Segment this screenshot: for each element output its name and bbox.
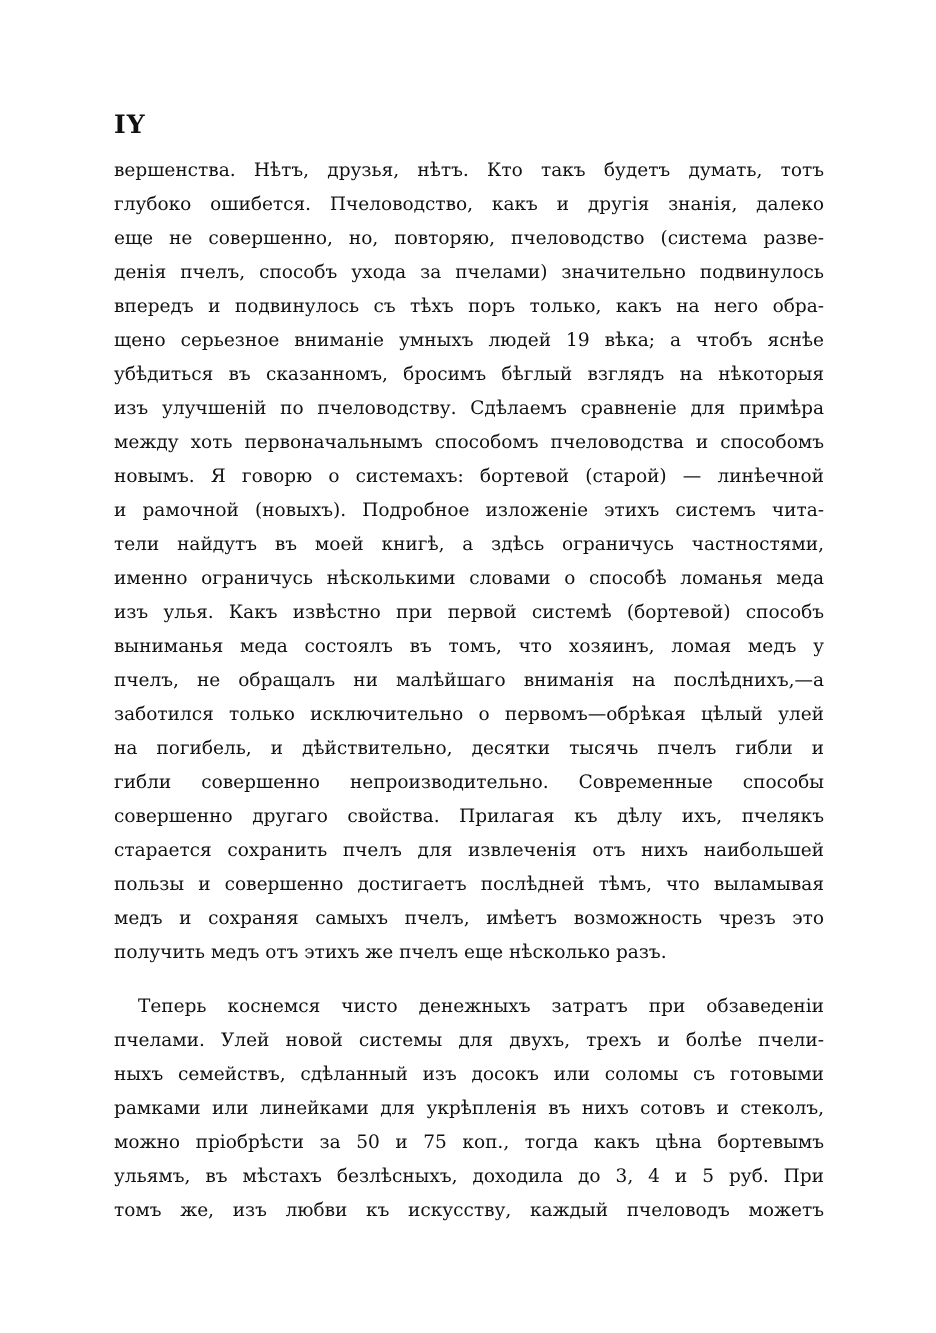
text-line: тели найдутъ въ моей книгѣ, а здѣсь ограничусь частностями, xyxy=(114,534,824,555)
text-line: пользы и совершенно достигаетъ послѣдней тѣмъ, что выламывая xyxy=(114,874,824,895)
text-line: вершенства. Нѣтъ, друзья, нѣтъ. Кто такъ будетъ думать, тотъ xyxy=(114,160,824,181)
text-line: старается сохранить пчелъ для извлеченія отъ нихъ наибольшей xyxy=(114,840,824,861)
text-line: заботился только исключительно о первомъ—обрѣкая цѣлый улей xyxy=(114,704,824,725)
text-line: убѣдиться въ сказанномъ, бросимъ бѣглый взглядъ на нѣкоторыя xyxy=(114,364,824,385)
text-line: томъ же, изъ любви къ искусству, каждый пчеловодъ можетъ xyxy=(114,1200,824,1221)
text-line: и рамочной (новыхъ). Подробное изложеніе этихъ системъ чита- xyxy=(114,500,824,521)
text-line: изъ улучшеній по пчеловодству. Сдѣлаемъ сравненіе для примѣра xyxy=(114,398,824,419)
text-line: совершенно другаго свойства. Прилагая къ дѣлу ихъ, пчелякъ xyxy=(114,806,824,827)
text-line: именно ограничусь нѣсколькими словами о способѣ ломанья меда xyxy=(114,568,824,589)
text-line: выниманья меда состоялъ въ томъ, что хозяинъ, ломая медъ у xyxy=(114,636,824,657)
text-line: рамками или линейками для укрѣпленія въ нихъ сотовъ и стеколъ, xyxy=(114,1098,824,1119)
page-number: IY xyxy=(114,110,146,139)
text-line: пчелами. Улей новой системы для двухъ, трехъ и болѣе пчели- xyxy=(114,1030,824,1051)
text-line: Теперь коснемся чисто денежныхъ затратъ при обзаведеніи xyxy=(138,996,824,1017)
text-line: еще не совершенно, но, повторяю, пчеловодство (система разве- xyxy=(114,228,824,249)
text-line: денія пчелъ, способъ ухода за пчелами) значительно подвинулось xyxy=(114,262,824,283)
text-line: глубоко ошибется. Пчеловодство, какъ и другія знанія, далеко xyxy=(114,194,824,215)
text-line: медъ и сохраняя самыхъ пчелъ, имѣетъ возможность чрезъ это xyxy=(114,908,824,929)
text-line: пчелъ, не обращалъ ни малѣйшаго вниманія на послѣднихъ,—а xyxy=(114,670,824,691)
text-line: гибли совершенно непроизводительно. Современные способы xyxy=(114,772,824,793)
text-line: можно пріобрѣсти за 50 и 75 коп., тогда какъ цѣна бортевымъ xyxy=(114,1132,824,1153)
paragraph-2 xyxy=(114,990,824,1228)
text-line: ульямъ, въ мѣстахъ безлѣсныхъ, доходила до 3, 4 и 5 руб. При xyxy=(114,1166,824,1187)
text-line: новымъ. Я говорю о системахъ: бортевой (старой) — линѣечной xyxy=(114,466,824,487)
text-line: изъ улья. Какъ извѣстно при первой системѣ (бортевой) способъ xyxy=(114,602,824,623)
text-line: впередъ и подвинулось съ тѣхъ поръ только, какъ на него обра- xyxy=(114,296,824,317)
text-line: между хоть первоначальнымъ способомъ пчеловодства и способомъ xyxy=(114,432,824,453)
text-line: ныхъ семействъ, сдѣланный изъ досокъ или соломы съ готовыми xyxy=(114,1064,824,1085)
paragraph-1 xyxy=(114,154,824,970)
text-line: на погибель, и дѣйствительно, десятки тысячь пчелъ гибли и xyxy=(114,738,824,759)
text-line: щено серьезное вниманіе умныхъ людей 19 вѣка; а чтобъ яснѣе xyxy=(114,330,824,351)
text-line: получить медъ отъ этихъ же пчелъ еще нѣсколько разъ. xyxy=(114,942,667,963)
